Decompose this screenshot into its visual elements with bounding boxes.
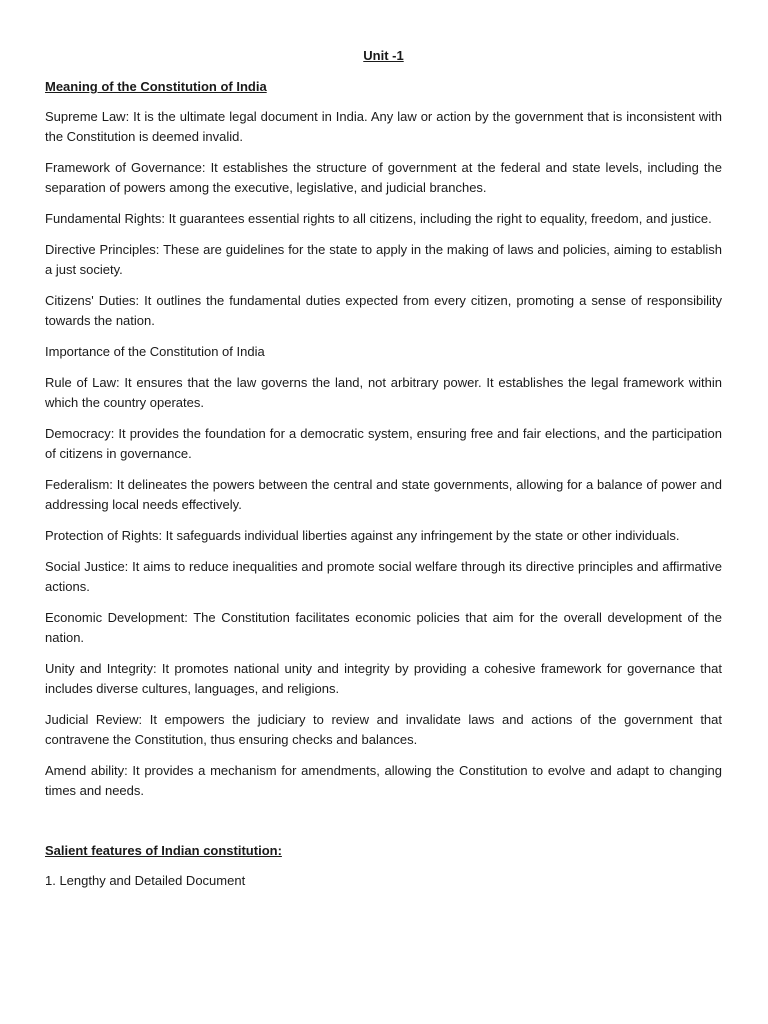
features-item-1: 1. Lengthy and Detailed Document: [45, 873, 246, 888]
importance-paragraph-judicial-review: Judicial Review: It empowers the judiciary to review and invalidate laws and actions of the government that contravene the Constitution, thus ensuring checks and balances.: [45, 712, 722, 747]
importance-paragraph-rule-of-law: Rule of Law: It ensures that the law governs the land, not arbitrary power. It establishes the legal framework within which the country operates.: [45, 375, 722, 410]
importance-paragraph-amendability: Amend ability: It provides a mechanism for amendments, allowing the Constitution to evolve and adapt to changing times and needs.: [45, 763, 722, 798]
document-page: [45, 46, 722, 902]
meaning-paragraph-citizens-duties: Citizens' Duties: It outlines the fundamental duties expected from every citizen, promoting a sense of responsibility towards the nation.: [45, 293, 722, 328]
meaning-paragraph-framework: Framework of Governance: It establishes the structure of government at the federal and state levels, including the separation of powers among the executive, legislative, and judicial branches.: [45, 160, 722, 195]
meaning-paragraph-fundamental-rights: Fundamental Rights: It guarantees essential rights to all citizens, including the right to equality, freedom, and justice.: [45, 211, 712, 226]
importance-paragraph-social-justice: Social Justice: It aims to reduce inequalities and promote social welfare through its directive principles and affirmative actions.: [45, 559, 722, 594]
section-spacer: [45, 812, 722, 841]
importance-heading: Importance of the Constitution of India: [45, 344, 265, 359]
importance-paragraph-unity-integrity: Unity and Integrity: It promotes national unity and integrity by providing a cohesive framework for governance that includes diverse cultures, languages, and religions.: [45, 661, 722, 696]
importance-paragraph-democracy: Democracy: It provides the foundation for a democratic system, ensuring free and fair elections, and the participation of citizens in governance.: [45, 426, 722, 461]
meaning-heading: Meaning of the Constitution of India: [45, 79, 267, 94]
features-heading: Salient features of Indian constitution:: [45, 843, 282, 858]
meaning-paragraph-supreme-law: Supreme Law: It is the ultimate legal document in India. Any law or action by the government that is inconsistent with the Constitution is deemed invalid.: [45, 109, 722, 144]
importance-paragraph-federalism: Federalism: It delineates the powers between the central and state governments, allowing for a balance of power and addressing local needs effectively.: [45, 477, 722, 512]
unit-title: Unit -1: [363, 48, 404, 63]
importance-paragraph-economic-development: Economic Development: The Constitution facilitates economic policies that aim for the overall development of the nation.: [45, 610, 722, 645]
importance-paragraph-protection-of-rights: Protection of Rights: It safeguards individual liberties against any infringement by the state or other individuals.: [45, 528, 680, 543]
meaning-paragraph-directive-principles: Directive Principles: These are guidelines for the state to apply in the making of laws and policies, aiming to establish a just society.: [45, 242, 722, 277]
